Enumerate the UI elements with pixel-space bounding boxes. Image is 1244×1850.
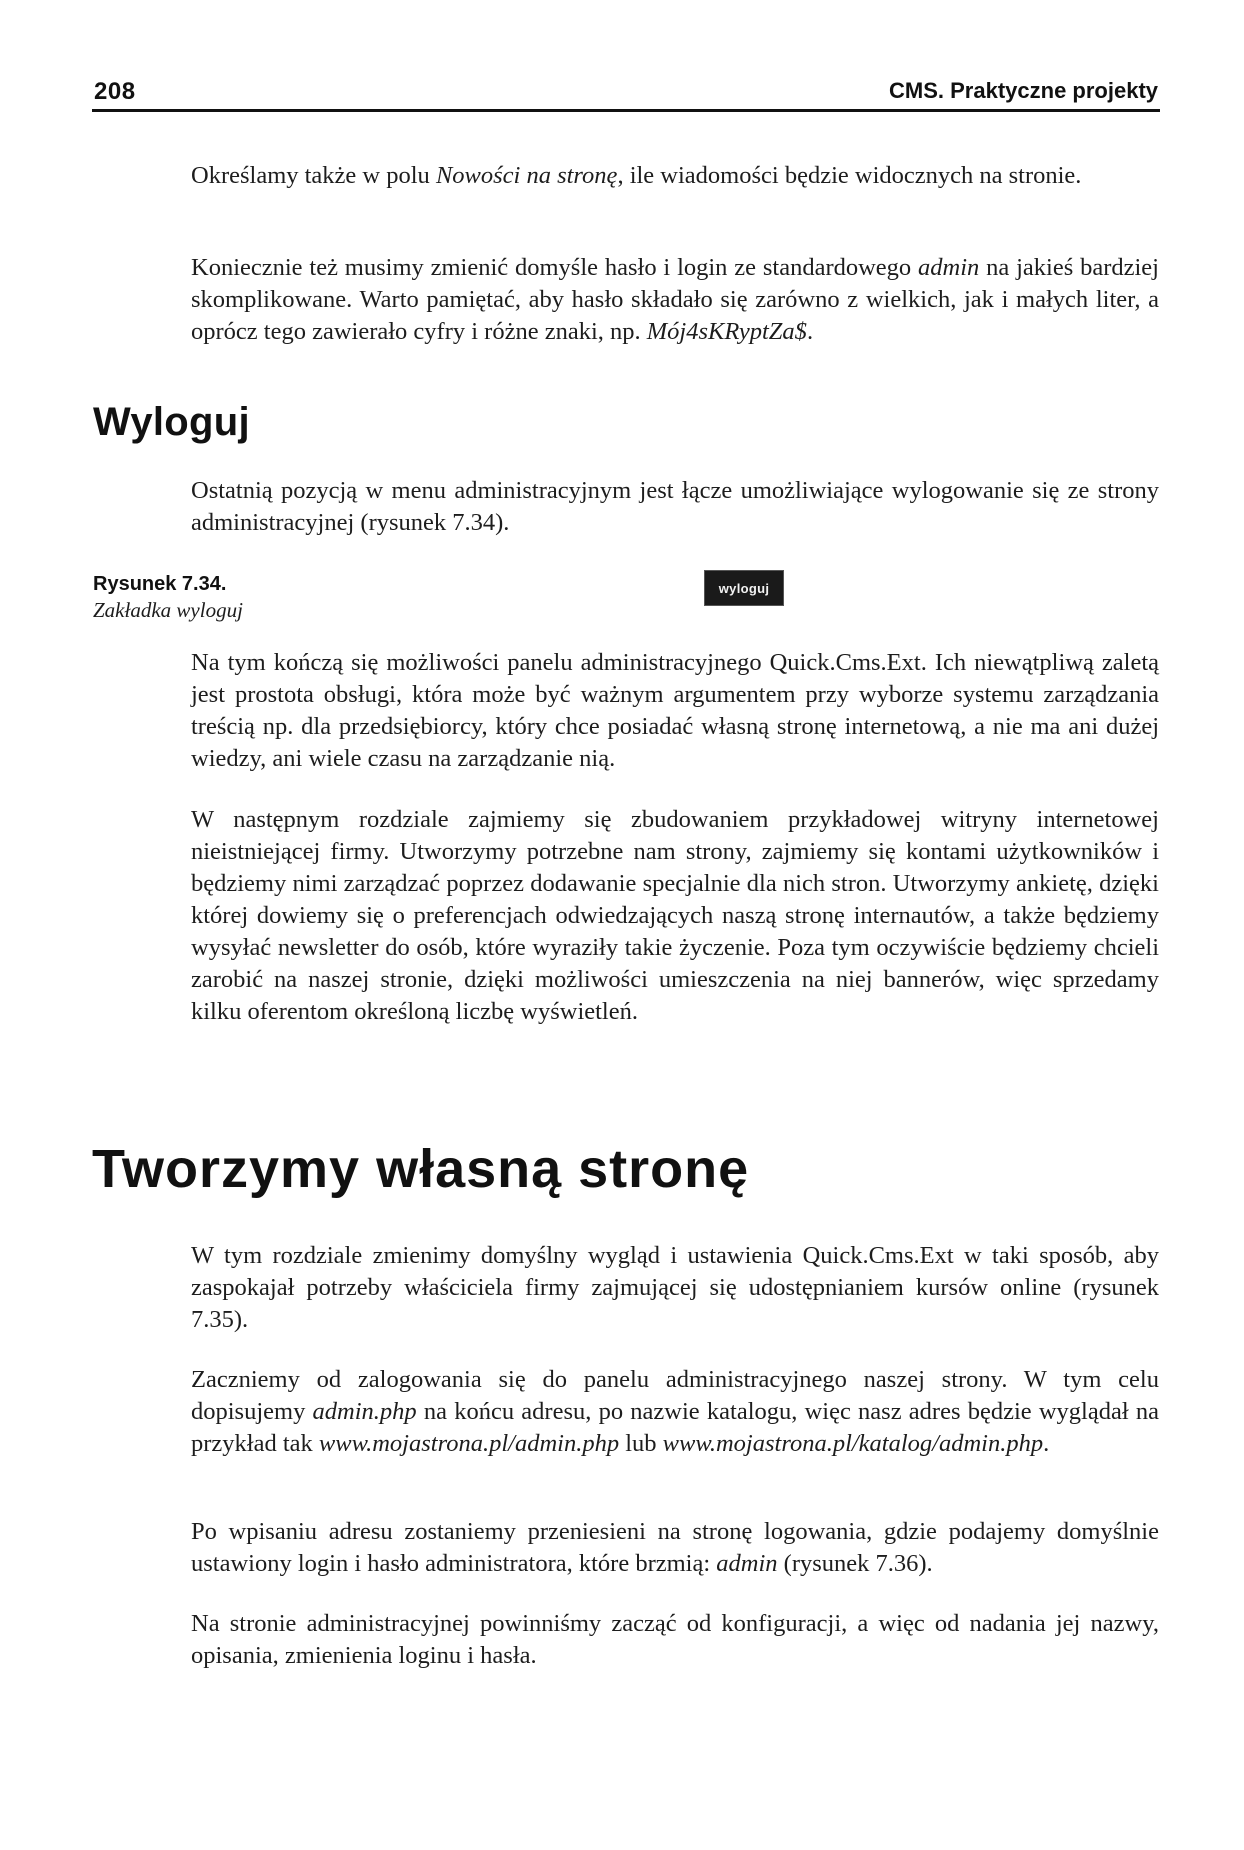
text-run: (rysunek 7.36).: [777, 1550, 933, 1577]
text-run: .: [806, 318, 814, 345]
default-login: admin: [918, 254, 980, 281]
chapter-paragraph-3: [191, 1516, 1159, 1580]
figure-number: Rysunek 7.34.: [93, 573, 227, 595]
example-url-1: www.mojastrona.pl/admin.php: [318, 1430, 620, 1457]
logout-paragraph-2: Na tym kończą się możliwości panelu administracyjnego Quick.Cms.Ext. Ich niewątpliwą zaletą jest prostota obsługi, która może być ważnym argumentem przy wyborze systemu zarządzania treścią np. dla przedsiębiorcy, który chce posiadać własną stronę internetową, a nie ma ani dużej wiedzy, ani wiele czasu na zarządzanie nią.: [191, 649, 1159, 772]
intro-paragraph-2: [191, 252, 1159, 348]
text-run: Po wpisaniu adresu zostaniemy przeniesieni na stronę logowania, gdzie podajemy domyślnie ustawiony login i hasło administratora, które brzmią:: [191, 1518, 1159, 1577]
chapter-paragraph-2: [191, 1364, 1159, 1460]
chapter-paragraph-4: Na stronie administracyjnej powinniśmy zacząć od konfiguracji, a więc od nadania jej nazwy, opisania, zmienienia loginu i hasła.: [191, 1610, 1159, 1669]
text-run: na jakieś bardziej skomplikowane. Warto pamiętać, aby hasło składało się zarówno z wielkich, jak i małych liter, a oprócz tego zawierało cyfry i różne znaki, np.: [191, 254, 1159, 345]
text-run: Określamy także w polu: [191, 162, 436, 189]
text-run: lub: [619, 1430, 663, 1457]
example-password: Mój4sKRyptZa$: [646, 318, 807, 345]
running-title: CMS. Praktyczne projekty: [889, 78, 1158, 103]
chapter-heading: Tworzymy własną stronę: [92, 1139, 750, 1199]
text-run: Koniecznie też musimy zmienić domyśle hasło i login ze standardowego: [191, 254, 919, 281]
example-url-2: www.mojastrona.pl/katalog/admin.php: [662, 1430, 1044, 1457]
page-header: [92, 70, 1160, 112]
text-run: na końcu adresu, po nazwie katalogu, więc nasz adres będzie wyglądał na przykład tak: [191, 1398, 1159, 1457]
logout-paragraph-1: Ostatnią pozycją w menu administracyjnym jest łącze umożliwiające wylogowanie się ze strony administracyjnej (rysunek 7.34).: [191, 477, 1159, 536]
chapter-paragraph-1: W tym rozdziale zmienimy domyślny wygląd i ustawienia Quick.Cms.Ext w taki sposób, aby zaspokajał potrzeby właściciela firmy zajmującej się udostępnianiem kursów online (rysunek 7.35).: [191, 1242, 1159, 1333]
credentials: admin: [716, 1550, 778, 1577]
file-name: admin.php: [312, 1398, 417, 1425]
logout-paragraph-3: W następnym rozdziale zajmiemy się zbudowaniem przykładowej witryny internetowej nieistniejącej firmy. Utworzymy potrzebne nam strony, zajmiemy się kontami użytkowników i będziemy nimi zarządzać poprzez dodawanie specjalnie dla nich stron. Utworzymy ankietę, dzięki której dowiemy się o preferencjach odwiedzających naszą stronę internautów, a także będziemy wysyłać newsletter do osób, które wyraziły takie życzenie. Poza tym oczywiście będziemy chcieli zarobić na naszej stronie, dzięki możliwości umieszczenia na niej bannerów, więc sprzedamy kilku oferentom określoną liczbę wyświetleń.: [191, 806, 1159, 1025]
text-run: , ile wiadomości będzie widocznych na stronie.: [617, 162, 1082, 189]
text-run: Zaczniemy od zalogowania się do panelu administracyjnego naszej strony. W tym celu dopisujemy: [191, 1366, 1159, 1425]
figure-logout-tab: [704, 570, 784, 606]
section-heading-logout: Wyloguj: [93, 400, 250, 444]
intro-paragraph-1: [191, 160, 1159, 192]
figure-caption: Zakładka wyloguj: [93, 598, 243, 622]
text-run: .: [1043, 1430, 1050, 1457]
page-number: 208: [94, 78, 136, 105]
logout-tab-label: wyloguj: [718, 580, 770, 596]
field-name: Nowości na stronę: [435, 162, 618, 189]
